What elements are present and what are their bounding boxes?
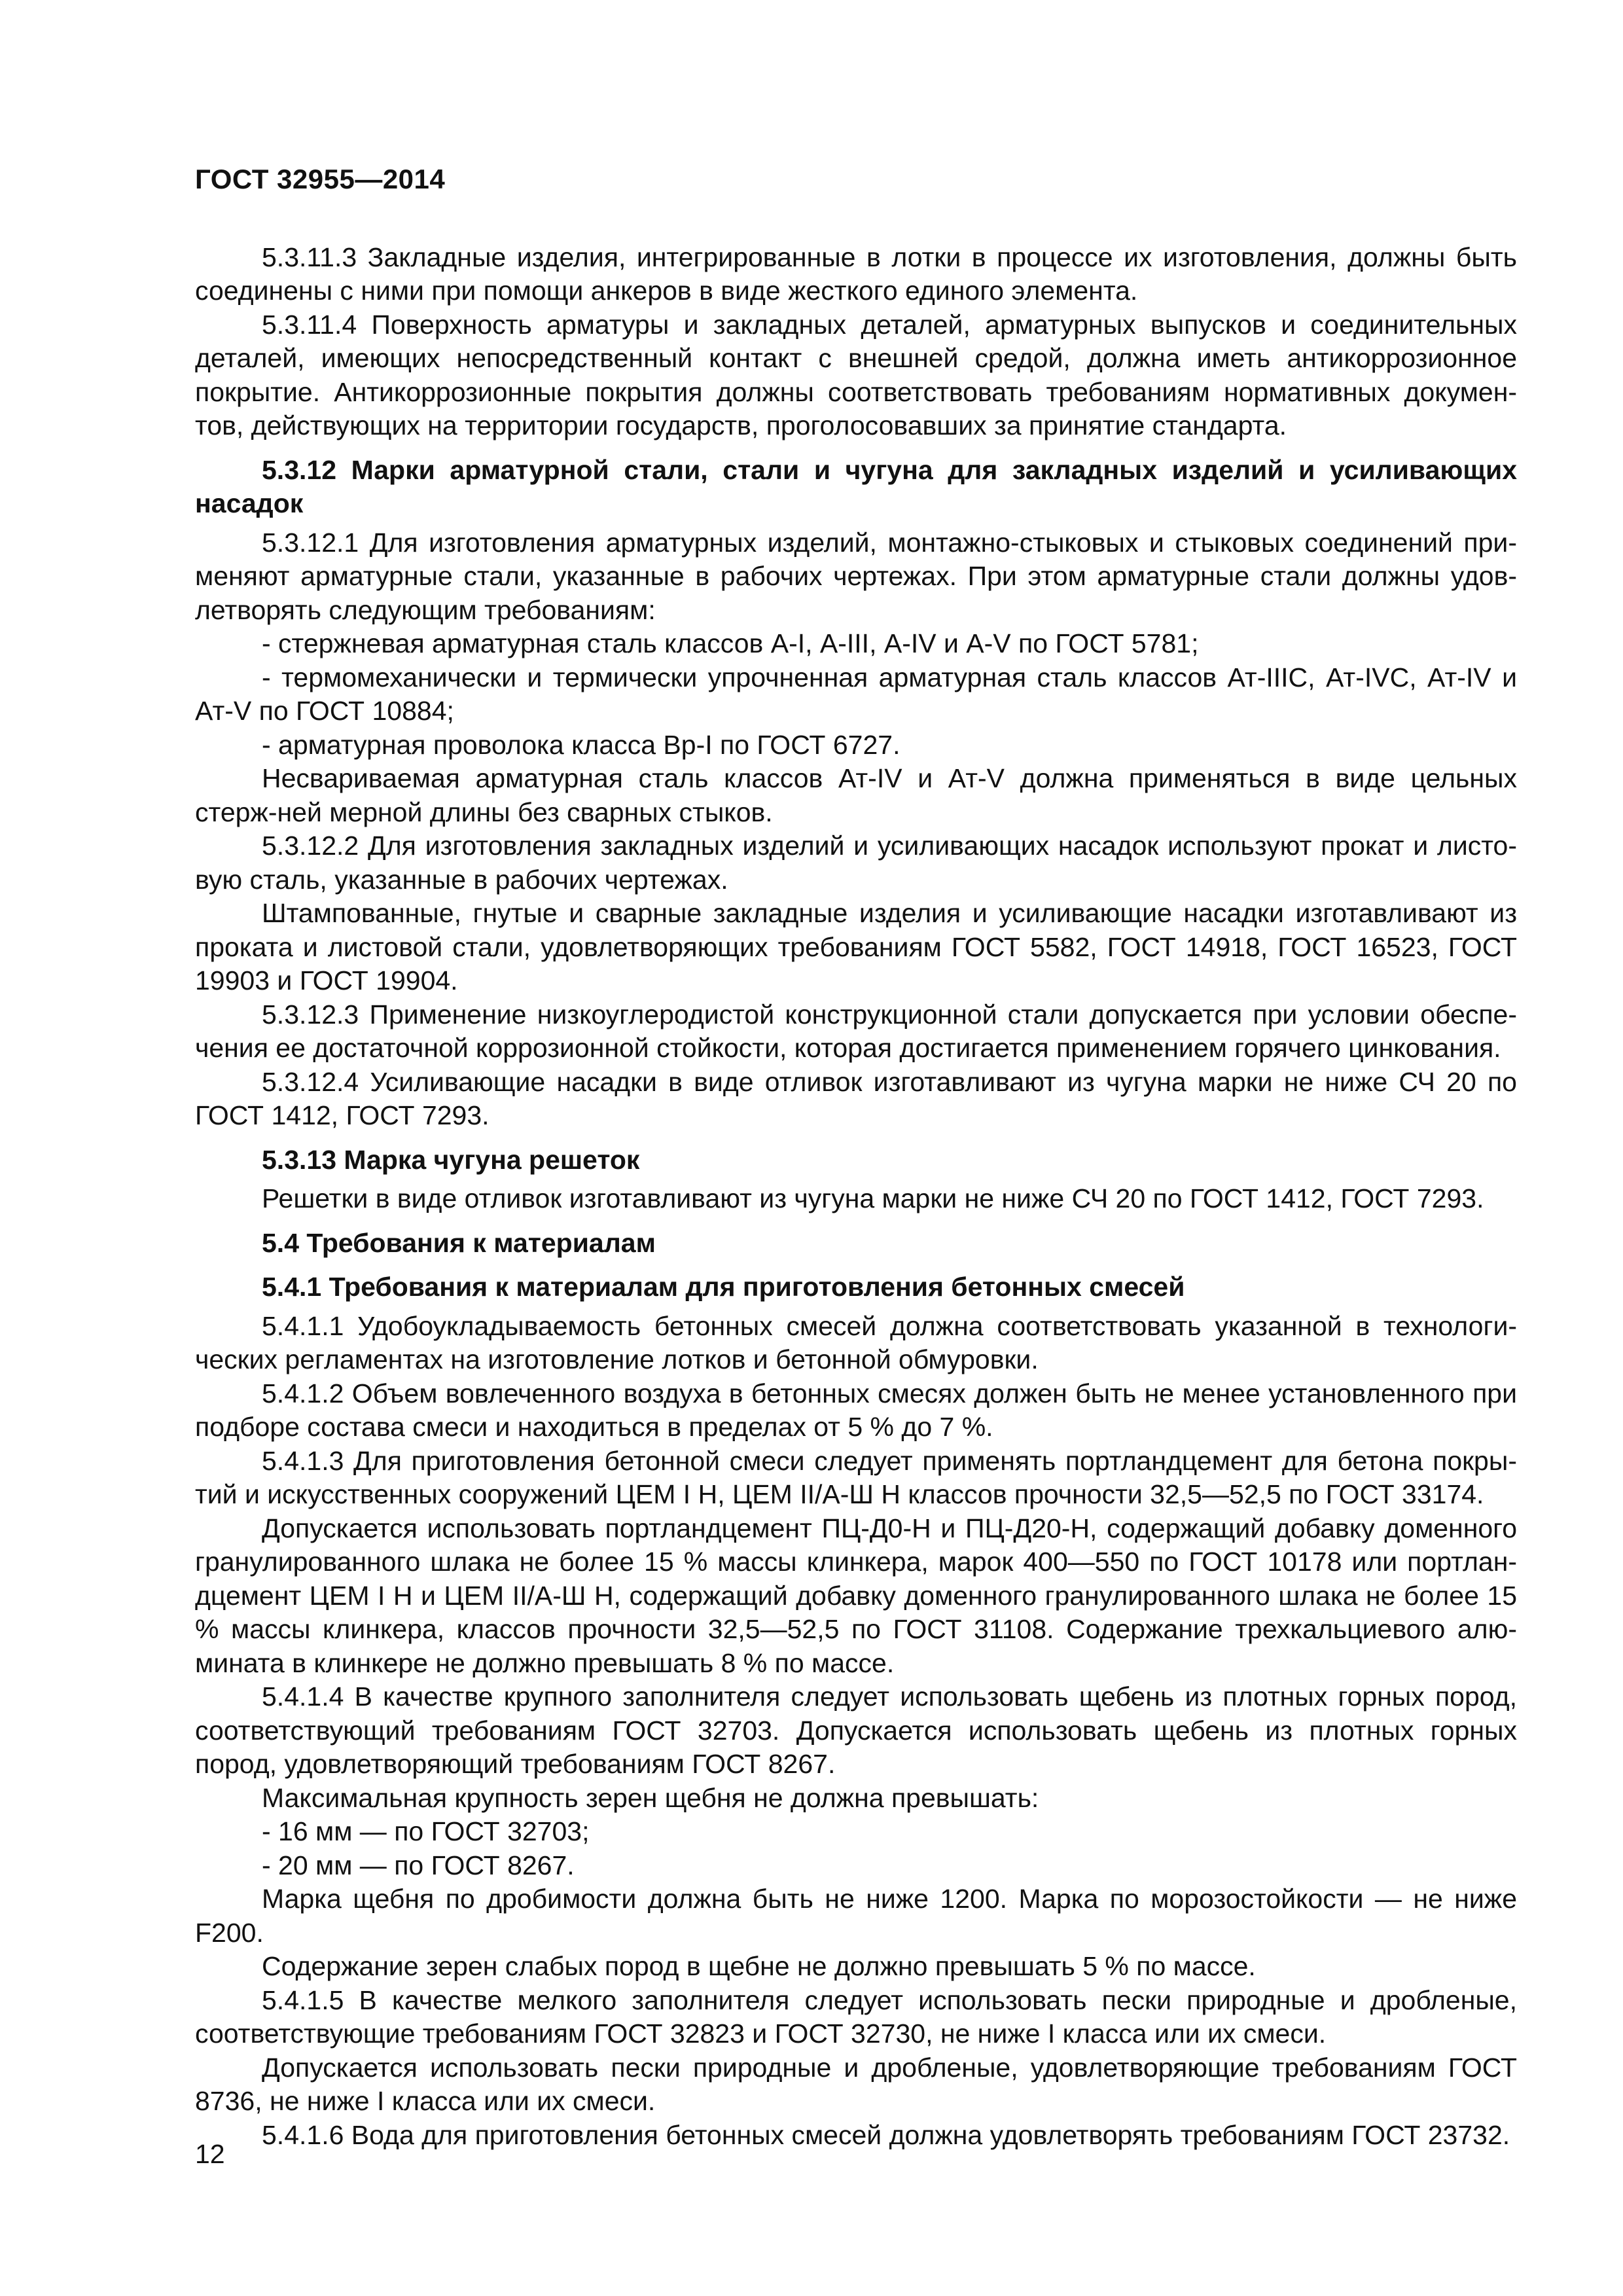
paragraph-5-3-11-3: 5.3.11.3 Закладные изделия, интегрированные в лотки в процессе их изготовления, должны быть соединены с ними при помощи анкеров в виде жесткого единого элемента. (195, 242, 1517, 306)
paragraph: Несвариваемая арматурная сталь классов Ат-IV и Ат-V должна применяться в виде цельных стерж-ней мерной длины без сварных стыков. (195, 763, 1517, 827)
document-header: ГОСТ 32955—2014 (195, 164, 446, 194)
paragraph-5-4-1-1: 5.4.1.1 Удобоукладываемость бетонных смесей должна соответствовать указанной в технологи-ческих регламентах на изготовление лотков и бетонной обмуровки. (195, 1310, 1517, 1374)
paragraph: Допускается использовать пески природные и дробленые, удовлетворяющие требованиям ГОСТ 8736, не ниже I класса или их смеси. (195, 2052, 1517, 2116)
list-item: - 16 мм — по ГОСТ 32703; (262, 1816, 590, 1846)
paragraph-5-4-1-5: 5.4.1.5 В качестве мелкого заполнителя следует использовать пески природные и дробленые, соответствующие требованиям ГОСТ 32823 и ГОСТ 32730, не ниже I класса или их смеси. (195, 1984, 1517, 2049)
heading-5-4-1: 5.4.1 Требования к материалам для приготовления бетонных смесей (262, 1272, 1185, 1302)
page-number: 12 (195, 2139, 225, 2169)
list-item: - арматурная проволока класса Вр-I по ГОСТ 6727. (262, 729, 901, 760)
paragraph: Марка щебня по дробимости должна быть не ниже 1200. Марка по морозостойкости — не ниже F200. (195, 1884, 1517, 1948)
paragraph: Содержание зерен слабых пород в щебне не должно превышать 5 % по массе. (262, 1951, 1256, 1981)
paragraph-5-3-12-2: 5.3.12.2 Для изготовления закладных изделий и усиливающих насадок используют прокат и листо-вую сталь, указанные в рабочих чертежах. (195, 831, 1517, 895)
heading-5-4: 5.4 Требования к материалам (262, 1227, 656, 1258)
paragraph-5-4-1-2: 5.4.1.2 Объем вовлеченного воздуха в бетонных смесях должен быть не менее установленного при подборе состава смеси и находиться в пределах от 5 % до 7 %. (195, 1378, 1517, 1442)
paragraph-5-3-11-4: 5.3.11.4 Поверхность арматуры и закладных деталей, арматурных выпусков и соединительных деталей, имеющих непосредственный контакт с внешней средой, должна иметь антикоррозионное покрытие. Антикоррозионные покрытия должны соответствовать требованиям нормативных докумен-тов, действующих на территории государств, проголосовавших за принятие стандарта. (195, 309, 1517, 440)
paragraph-5-4-1-4: 5.4.1.4 В качестве крупного заполнителя следует использовать щебень из плотных горных пород, соответствующий требованиям ГОСТ 32703. Допускается использовать щебень из плотных горных пород, удовлетворяющий требованиям ГОСТ 8267. (195, 1681, 1517, 1779)
paragraph: Допускается использовать портландцемент ПЦ-Д0-Н и ПЦ-Д20-Н, содержащий добавку доменного гранулированного шлака не более 15 % массы клинкера, марок 400—550 по ГОСТ 10178 или портлан-дцемент ЦЕМ I Н и ЦЕМ II/А-Ш Н, содержащий добавку доменного гранулированного шлака не более 15 % массы клинкера, классов прочности 32,5—52,5 по ГОСТ 31108. Содержание трехкальциевого алю-мината в клинкере не должно превышать 8 % по массе. (195, 1513, 1517, 1678)
list-item: - стержневая арматурная сталь классов А-I, А-III, А-IV и А-V по ГОСТ 5781; (262, 628, 1199, 658)
list-item: - термомеханически и термически упрочненная арматурная сталь классов Ат-IIIС, Ат-IVС, Ат-IV и Ат-V по ГОСТ 10884; (195, 662, 1517, 726)
list-item: - 20 мм — по ГОСТ 8267. (262, 1850, 575, 1880)
paragraph: Максимальная крупность зерен щебня не должна превышать: (262, 1782, 1039, 1813)
paragraph-5-3-12-4: 5.3.12.4 Усиливающие насадки в виде отливок изготавливают из чугуна марки не ниже СЧ 20 по ГОСТ 1412, ГОСТ 7293. (195, 1066, 1517, 1130)
paragraph: Решетки в виде отливок изготавливают из чугуна марки не ниже СЧ 20 по ГОСТ 1412, ГОСТ 7293. (262, 1183, 1484, 1213)
heading-5-3-13: 5.3.13 Марка чугуна решеток (262, 1144, 640, 1175)
heading-5-3-12: 5.3.12 Марки арматурной стали, стали и чугуна для закладных изделий и усиливающих насадок (195, 454, 1517, 518)
paragraph-5-3-12-1: 5.3.12.1 Для изготовления арматурных изделий, монтажно-стыковых и стыковых соединений при-меняют арматурные стали, указанные в рабочих чертежах. При этом арматурные стали должны удов-летворять следующим требованиям: (195, 527, 1517, 625)
paragraph-5-4-1-6: 5.4.1.6 Вода для приготовления бетонных смесей должна удовлетворять требованиям ГОСТ 23732. (262, 2119, 1510, 2150)
document-page (195, 162, 1517, 2152)
paragraph: Штампованные, гнутые и сварные закладные изделия и усиливающие насадки изготавливают из проката и листовой стали, удовлетворяющих требованиям ГОСТ 5582, ГОСТ 14918, ГОСТ 16523, ГОСТ 19903 и ГОСТ 19904. (195, 898, 1517, 996)
paragraph-5-4-1-3: 5.4.1.3 Для приготовления бетонной смеси следует применять портландцемент для бетона покры-тий и искусственных сооружений ЦЕМ I Н, ЦЕМ II/А-Ш Н классов прочности 32,5—52,5 по ГОСТ 33174. (195, 1445, 1517, 1509)
paragraph-5-3-12-3: 5.3.12.3 Применение низкоуглеродистой конструкционной стали допускается при условии обеспе-чения ее достаточной коррозионной стойкости, которая достигается применением горячего цинкования. (195, 999, 1517, 1063)
